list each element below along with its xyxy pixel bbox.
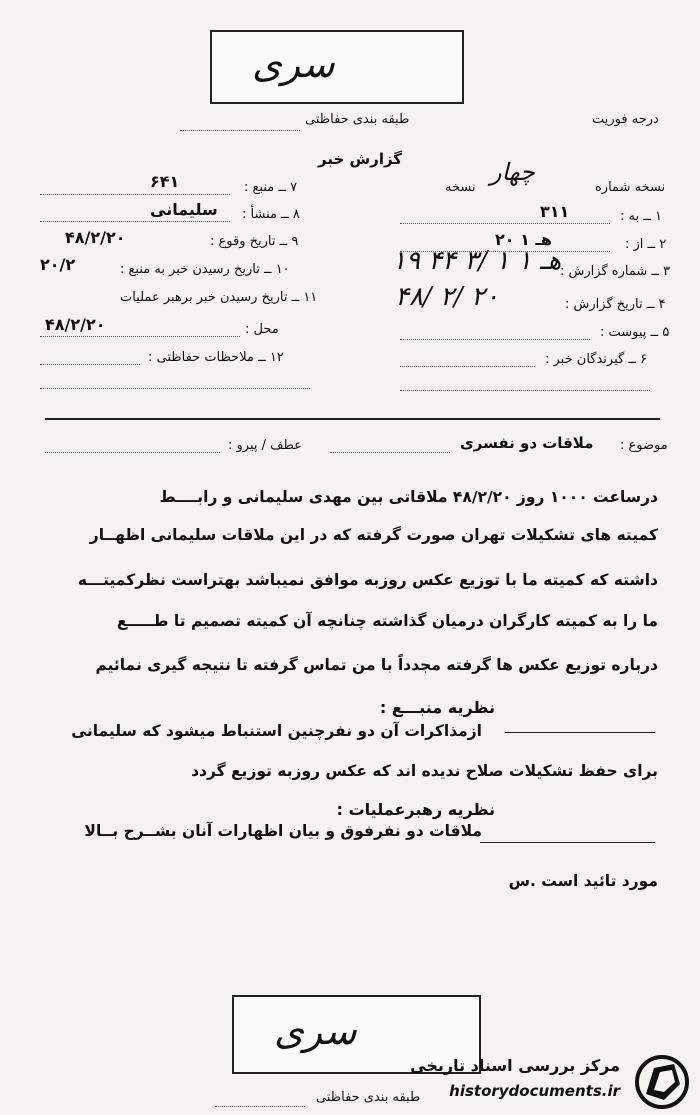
reference-label: عطف / پیرو :	[228, 438, 303, 453]
field-from-value: ۲۰ هـ ۱	[495, 230, 553, 249]
source-opinion-label: نظریه منبـــع :	[379, 698, 495, 717]
archive-logo-url: historydocuments.ir	[449, 1082, 620, 1100]
body-line: درباره توزیع عکس ها گرفته مجدداً با من تماس گرفته تا نتیجه گیری نمائیم	[95, 656, 658, 674]
field-report-date-label: ۴ ــ تاریخ گزارش :	[565, 297, 666, 312]
field-occurrence-date-label: ۹ ــ تاریخ وقوع :	[210, 234, 299, 249]
leader-opinion-line1: ملاقات دو نفرفوق و بیان اظهارات آنان بشــرح بــالا	[84, 822, 482, 840]
field-source-value: ۶۴۱	[150, 172, 180, 191]
body-line: داشته که کمیته ما با توزیع عکس روزبه موافق نمیباشد بهتراست نظرکمیتـــه	[77, 571, 658, 589]
field-origin-value: سلیمانی	[150, 200, 218, 219]
field-security-notes-label: ۱۲ ــ ملاحظات حفاظتی :	[148, 350, 284, 365]
field-arrival-to-source-value: ۲۰/۲	[40, 255, 76, 274]
field-from-label: ۲ ــ از :	[625, 237, 667, 252]
section-divider	[45, 418, 660, 420]
leader-opinion-label: نظریه رهبرعملیات :	[336, 800, 495, 819]
archive-emblem-icon	[634, 1054, 690, 1110]
source-opinion-line1: ازمذاکرات آن دو نفرچنین استنباط میشود که سلیمانی	[71, 722, 482, 740]
field-recipients-label: ۶ ــ گیرندگان خبر :	[545, 352, 648, 367]
stamp-bottom-text: سری	[274, 1009, 357, 1053]
field-origin-label: ۸ ــ منشأ :	[242, 207, 300, 222]
field-arrival-to-leader-label: ۱۱ ــ تاریخ رسیدن خبر برهبر عملیات	[120, 290, 318, 305]
urgency-label: درجه فوریت	[592, 112, 659, 127]
field-to-label: ۱ ــ به :	[620, 209, 662, 224]
field-source-label: ۷ ــ منبع :	[244, 180, 298, 195]
field-arrival-to-source-label: ۱۰ ــ تاریخ رسیدن خبر به منبع :	[120, 262, 290, 277]
classification-label-bottom: طبقه بندی حفاظتی	[316, 1090, 421, 1105]
field-location-value: ۴۸/۲/۲۰	[45, 315, 106, 334]
leader-opinion-line2: مورد تائید است .س	[508, 872, 658, 890]
body-line: کمیته های تشکیلات تهران صورت گرفته که در این ملاقات سلیمانی اظهــار	[89, 526, 658, 544]
field-location-label: محل :	[245, 322, 279, 337]
field-report-date-value: ۴۸/ ۲/ ۲۰	[395, 282, 499, 312]
stamp-top-text: سری	[252, 42, 335, 86]
field-attachment-label: ۵ ــ پیوست :	[600, 325, 670, 340]
archive-logo-title: مرکز بررسی اسناد تاریخی	[410, 1056, 620, 1075]
source-opinion-line2: برای حفظ تشکیلات صلاح ندیده اند که عکس روزبه توزیع گردد	[191, 762, 658, 780]
subject-value: ملاقات دو نفسری	[460, 434, 594, 452]
field-to-value: ۳۱۱	[540, 202, 570, 221]
classification-label-top: طبقه بندی حفاظتی	[305, 112, 410, 127]
archive-logo	[410, 1052, 698, 1112]
body-line: درساعت ۱۰۰۰ روز ۴۸/۲/۲۰ ملاقاتی بین مهدی سلیمانی و رابــــط	[159, 488, 658, 506]
stamp-top	[210, 30, 464, 104]
field-report-number-value: ۱۹ ۴۴ ۳/ ۱ هـ ۱	[392, 246, 562, 276]
field-occurrence-date-value: ۴۸/۲/۲۰	[65, 228, 126, 247]
field-report-number-label: ۳ ــ شماره گزارش :	[560, 264, 671, 279]
body-line: ما را به کمیته کارگران درمیان گذاشته چنانچه آن کمیته تصمیم تا طـــــع	[116, 612, 658, 630]
field-copy-suffix: نسخه	[445, 180, 476, 195]
field-copy-number-label: نسخه شماره	[595, 180, 666, 195]
page-title: گزارش خبر	[318, 150, 403, 168]
subject-label: موضوع :	[620, 438, 668, 453]
field-copy-number-value: چهار	[490, 158, 535, 186]
